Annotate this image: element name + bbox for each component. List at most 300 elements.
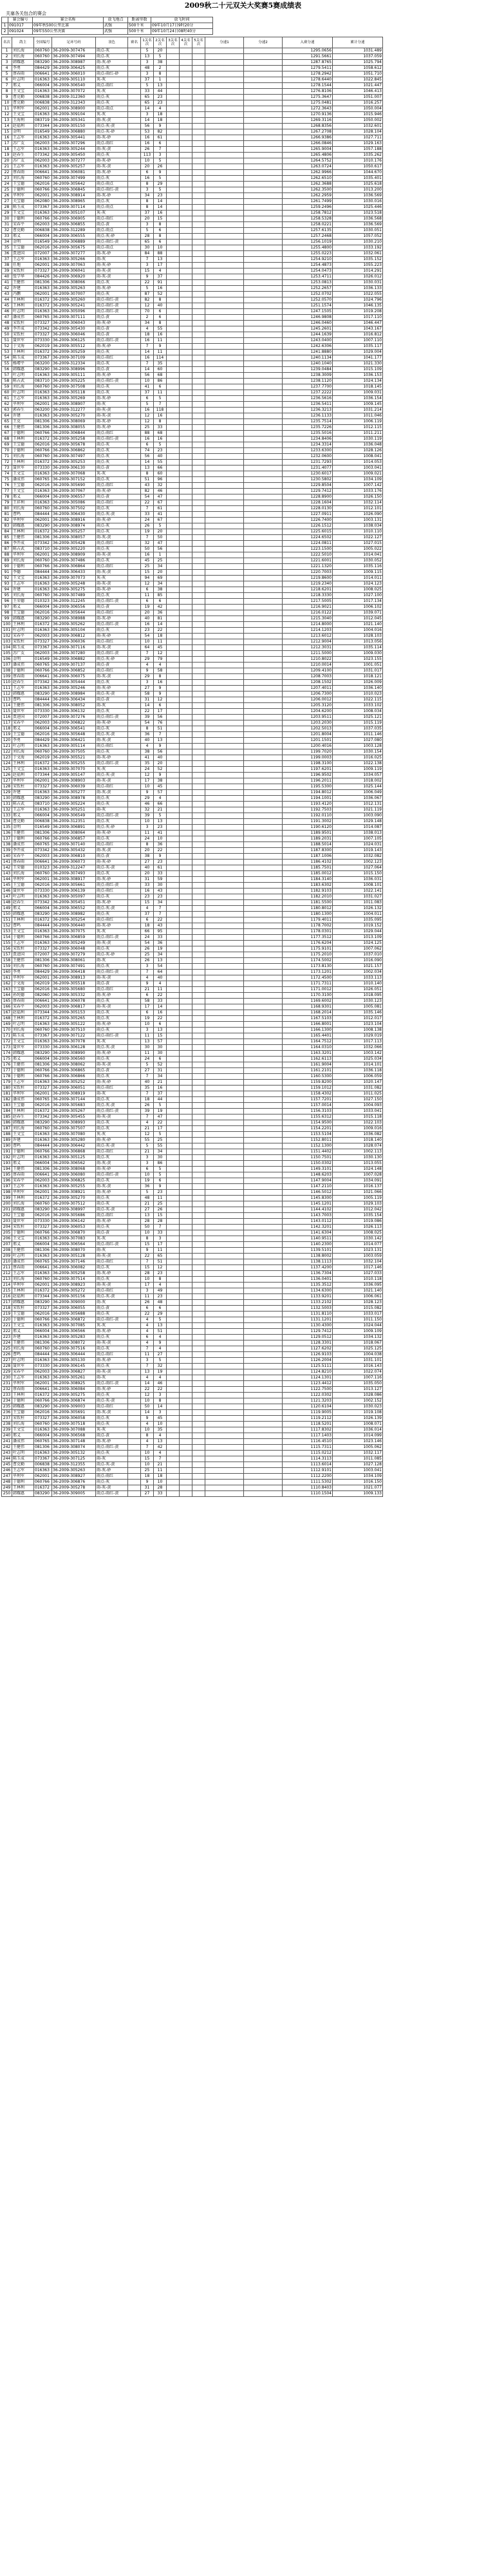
table-cell [244, 634, 283, 639]
table-cell: 1252.0702 [283, 292, 333, 297]
table-cell [205, 680, 244, 686]
table-cell: 邢义 [12, 1057, 34, 1062]
table-cell: 雨-灰-黄 [96, 1283, 128, 1288]
table-cell [167, 663, 180, 668]
table-cell: 58 [141, 691, 154, 697]
table-cell: 132 [2, 807, 12, 813]
table-cell: 4 [141, 1317, 154, 1323]
table-cell: 苏广友 [12, 141, 34, 147]
table-cell [167, 384, 180, 390]
table-cell: 4 [154, 796, 167, 802]
table-cell: 5 [154, 523, 167, 529]
table-cell: 1009.021 [333, 471, 383, 477]
table-row [2, 431, 383, 437]
table-cell [205, 1062, 244, 1068]
table-cell: 1023.131 [333, 1248, 383, 1254]
table-cell: 227 [2, 1358, 12, 1364]
table-cell: 39 [141, 813, 154, 819]
table-row [2, 1091, 383, 1097]
table-cell: 1009.119 [333, 767, 383, 773]
table-row [2, 1265, 383, 1271]
table-cell: 1035.095 [333, 917, 383, 923]
table-cell: 毕利军 [12, 1381, 34, 1387]
table-cell [167, 1201, 180, 1207]
table-cell [167, 610, 180, 616]
table-cell: 36-2009-308921 [52, 1190, 96, 1196]
table-cell: 072007 [34, 952, 52, 958]
table-cell: 王文宝 [12, 576, 34, 581]
table-cell: 1029.044 [333, 929, 383, 935]
table-cell: 宋春平 [12, 854, 34, 860]
table-cell [128, 1248, 141, 1254]
table-cell: 36-2009-307497 [52, 454, 96, 460]
table-cell [180, 471, 192, 477]
table-cell: 67 [154, 518, 167, 523]
results-header-cell: 羽色 [96, 37, 128, 48]
table-cell [192, 773, 205, 778]
table-cell: 1021.140 [333, 1288, 383, 1294]
table-cell: 64 [141, 645, 154, 651]
table-cell [244, 60, 283, 66]
table-cell: 36-2009-306872 [52, 1317, 96, 1323]
table-cell [180, 883, 192, 888]
table-cell [192, 1207, 205, 1213]
table-cell [244, 854, 283, 860]
table-cell: 221 [2, 1323, 12, 1329]
table-cell [180, 100, 192, 106]
table-cell [244, 315, 283, 321]
table-cell: 王志军 [12, 135, 34, 141]
table-cell: 36-2009-306852 [52, 668, 96, 674]
table-cell [244, 651, 283, 657]
table-cell: 1112.2200 [283, 1474, 333, 1480]
table-cell [244, 448, 283, 454]
table-cell: 27 [141, 860, 154, 865]
table-cell: 1128.3301 [283, 1340, 333, 1346]
table-cell: 王文宝 [12, 471, 34, 477]
table-cell [180, 523, 192, 529]
table-row [2, 89, 383, 95]
table-cell [192, 686, 205, 691]
table-cell: 14 [141, 1410, 154, 1416]
table-cell: 1185.0012 [283, 871, 333, 877]
table-cell: 34 [141, 193, 154, 199]
table-cell [167, 1427, 180, 1433]
table-cell: 16 [154, 1010, 167, 1016]
table-cell [205, 118, 244, 124]
table-cell: 9 [141, 1248, 154, 1254]
table-cell [205, 877, 244, 883]
table-cell: 1014.101 [333, 1062, 383, 1068]
table-cell: 曹鸣 [12, 1143, 34, 1149]
table-cell [244, 952, 283, 958]
table-cell [244, 182, 283, 187]
table-cell: 4 [154, 1375, 167, 1381]
table-cell [244, 280, 283, 286]
table-row [2, 367, 383, 373]
table-cell: 74 [2, 471, 12, 477]
table-cell [180, 1010, 192, 1016]
table-row [2, 1086, 383, 1091]
table-cell [167, 842, 180, 848]
table-cell [192, 1410, 205, 1416]
table-cell [192, 274, 205, 280]
table-cell: 55 [154, 1143, 167, 1149]
table-cell: 062016 [34, 245, 52, 251]
table-cell [167, 813, 180, 819]
table-cell: 雨点-雨红-砂 [96, 71, 128, 77]
table-cell [244, 1398, 283, 1404]
table-cell: 3 [141, 187, 154, 193]
table-cell [205, 268, 244, 274]
table-cell [205, 489, 244, 494]
table-cell: 75 [2, 477, 12, 483]
table-cell: 雨点-灰 [96, 1422, 128, 1427]
table-cell: 016372 [34, 529, 52, 535]
table-cell: 084444 [34, 923, 52, 929]
table-cell [192, 651, 205, 657]
table-cell [180, 54, 192, 60]
table-cell [244, 831, 283, 836]
table-cell: 66 [154, 465, 167, 471]
table-cell [192, 1022, 205, 1028]
table-cell [128, 1427, 141, 1433]
table-cell [205, 773, 244, 778]
table-row [2, 297, 383, 303]
table-cell: 79 [154, 657, 167, 663]
table-cell: 郭春生 [12, 408, 34, 413]
table-cell: 9 [141, 1416, 154, 1422]
table-cell: 1156.3103 [283, 1109, 333, 1114]
table-cell: 083290 [34, 912, 52, 917]
table-cell [244, 523, 283, 529]
table-cell: 58 [154, 668, 167, 674]
table-cell [192, 993, 205, 999]
table-cell: 1026.012 [333, 274, 383, 280]
table-cell: 刘长海 [12, 1126, 34, 1132]
table-cell [205, 744, 244, 749]
table-cell: 016363 [34, 1184, 52, 1190]
table-row [2, 651, 383, 657]
table-cell: 9 [141, 274, 154, 280]
table-cell: 潘成伟 [12, 477, 34, 483]
table-cell: 1190.6120 [283, 825, 333, 831]
table-cell [192, 297, 205, 303]
table-cell: 宋钦柱 [12, 321, 34, 326]
table-cell: 52 [154, 1062, 167, 1068]
table-cell [192, 390, 205, 396]
table-cell: 084429 [34, 66, 52, 71]
table-cell: 韩耀惠 [12, 1300, 34, 1306]
table-cell: 1012.017 [333, 1016, 383, 1022]
table-cell: 13 [141, 54, 154, 60]
table-cell [128, 442, 141, 448]
table-cell: 1017.146 [333, 1265, 383, 1271]
table-row [2, 54, 383, 60]
table-cell: 36-2009-307510 [52, 1028, 96, 1033]
table-cell [180, 865, 192, 871]
table-cell: 016372 [34, 917, 52, 923]
table-cell [180, 1445, 192, 1451]
table-cell: 1051.710 [333, 71, 383, 77]
table-cell: 雨点-雨红 [96, 1259, 128, 1265]
table-cell: 073367 [34, 205, 52, 211]
table-cell: 36-2009-307146 [52, 1259, 96, 1265]
table-cell: 4 [141, 1422, 154, 1427]
results-header-cell: 5关名次 [192, 37, 205, 48]
table-cell: 1150.0302 [283, 1161, 333, 1167]
table-cell: 1146.5012 [283, 1190, 333, 1196]
table-cell: 3 [141, 60, 154, 66]
table-cell: 20 [154, 48, 167, 54]
table-cell [180, 732, 192, 738]
table-cell: 17 [141, 1283, 154, 1288]
table-cell: 王文宝 [12, 112, 34, 118]
table-cell [244, 871, 283, 877]
table-cell [180, 1143, 192, 1149]
table-cell [128, 865, 141, 871]
table-cell: 雨-灰 [96, 1300, 128, 1306]
table-cell: 20 [141, 610, 154, 616]
table-cell: 36-2009-305086 [52, 500, 96, 506]
table-cell [180, 1404, 192, 1410]
table-cell: 4 [154, 1335, 167, 1340]
table-cell: 36-2009-307508 [52, 384, 96, 390]
table-cell: 29 [141, 657, 154, 663]
table-cell [167, 761, 180, 767]
table-cell: 1021.330 [333, 361, 383, 367]
table-cell: 28 [141, 1271, 154, 1277]
race-cell: 09年10月17日9时20分 [151, 23, 213, 29]
table-cell: 6 [154, 384, 167, 390]
table-cell: 40 [141, 616, 154, 622]
table-cell: 1022.115 [333, 697, 383, 703]
table-cell: 8 [141, 182, 154, 187]
table-cell: 1144.4102 [283, 1207, 333, 1213]
table-cell: 1228.0130 [283, 506, 333, 512]
table-row [2, 917, 383, 923]
table-cell: 毕利军 [12, 778, 34, 784]
table-row [2, 361, 383, 367]
table-cell: 016549 [34, 657, 52, 663]
table-cell: 1043.167 [333, 326, 383, 332]
table-cell: 060766 [34, 1480, 52, 1485]
table-cell: 1224.6502 [283, 535, 333, 541]
table-cell: 51 [154, 726, 167, 732]
table-cell [205, 158, 244, 164]
table-cell: 31 [2, 222, 12, 228]
table-cell: 199 [2, 1196, 12, 1201]
table-cell: 23 [154, 1294, 167, 1300]
table-cell: 52 [2, 344, 12, 350]
table-cell [128, 1022, 141, 1028]
table-cell [244, 715, 283, 720]
table-cell: 166 [2, 1004, 12, 1010]
table-cell [244, 1346, 283, 1352]
table-cell: 雨点-灰-黄 [96, 732, 128, 738]
table-cell: 006641 [34, 1387, 52, 1393]
table-cell [167, 912, 180, 917]
table-cell: 1236.1133 [283, 413, 333, 419]
table-cell: 1164.0310 [283, 1045, 333, 1051]
table-cell [192, 616, 205, 622]
table-cell [244, 1393, 283, 1398]
table-cell: 1035.154 [333, 1213, 383, 1219]
table-cell: 10 [154, 836, 167, 842]
table-cell: 36-2009-307514 [52, 1277, 96, 1283]
table-cell [167, 964, 180, 970]
table-cell: 1018.121 [333, 674, 383, 680]
table-cell: 雨-灰-黄 [96, 552, 128, 558]
table-cell [205, 471, 244, 477]
table-cell [244, 813, 283, 819]
table-cell [192, 384, 205, 390]
table-cell [167, 639, 180, 645]
table-cell: 1189.2031 [283, 836, 333, 842]
table-row [2, 251, 383, 257]
table-cell [244, 153, 283, 158]
table-cell: 20 [141, 871, 154, 877]
table-cell: 36-2009-306552 [52, 906, 96, 912]
table-cell: 雨点-黄 [96, 663, 128, 668]
table-cell: 6 [154, 1057, 167, 1062]
table-cell: 242 [2, 1445, 12, 1451]
table-cell: 雨点-灰 [96, 1016, 128, 1022]
table-cell [192, 1306, 205, 1312]
table-cell: 1214.8000 [283, 622, 333, 628]
table-cell [244, 1242, 283, 1248]
table-cell [192, 118, 205, 124]
table-cell: 9 [154, 344, 167, 350]
table-cell: 37 [2, 257, 12, 263]
table-cell: 雨-灰-砂 [96, 923, 128, 929]
table-cell [128, 460, 141, 465]
table-cell: 016363 [34, 587, 52, 593]
table-cell: 雨-灰-砂 [96, 831, 128, 836]
table-cell: 50 [154, 535, 167, 541]
table-cell [192, 1393, 205, 1398]
table-cell [244, 663, 283, 668]
table-cell: 016363 [34, 112, 52, 118]
table-cell: 76 [2, 483, 12, 489]
table-cell [128, 1167, 141, 1172]
table-cell: 36-2009-306827 [52, 1369, 96, 1375]
table-cell: 蔡春雨 [12, 674, 34, 680]
table-cell: 198 [2, 1190, 12, 1196]
table-cell: 赵春生 [12, 680, 34, 686]
table-cell [205, 523, 244, 529]
table-cell: 36-2009-305225 [52, 379, 96, 384]
table-row [2, 176, 383, 182]
table-cell: 王志军 [12, 941, 34, 946]
table-cell [205, 483, 244, 489]
table-cell: 1028.086 [333, 1393, 383, 1398]
table-cell: 1024.044 [333, 1323, 383, 1329]
table-row [2, 326, 383, 332]
table-cell: 雨-灰-砂 [96, 1439, 128, 1445]
table-cell: 王林利 [12, 350, 34, 355]
table-cell [167, 274, 180, 280]
table-row [2, 634, 383, 639]
table-cell [244, 581, 283, 587]
table-cell [128, 390, 141, 396]
table-cell: 1219.2340 [283, 581, 333, 587]
table-cell: 136 [2, 831, 12, 836]
table-cell: 27 [2, 199, 12, 205]
table-cell: 25 [141, 564, 154, 570]
table-cell [128, 1485, 141, 1491]
table-cell [192, 344, 205, 350]
table-cell [180, 1114, 192, 1120]
table-cell: 雨-灰-黄 [96, 1485, 128, 1491]
table-cell: 083710 [34, 802, 52, 807]
table-cell [244, 697, 283, 703]
table-cell: 1021.157 [333, 964, 383, 970]
table-cell: 36-2009-305258 [52, 1271, 96, 1277]
table-cell [180, 396, 192, 402]
table-cell: 1114.3113 [283, 1456, 333, 1462]
table-row [2, 118, 383, 124]
table-cell: 雨点-黄 [96, 465, 128, 471]
table-cell: 9 [2, 95, 12, 100]
table-cell [128, 1225, 141, 1230]
table-cell: 王健伟 [12, 425, 34, 431]
table-cell: 王健伟 [12, 280, 34, 286]
table-cell: 16 [141, 176, 154, 182]
table-row [2, 680, 383, 686]
table-cell [192, 1196, 205, 1201]
table-cell: 1264.5752 [283, 158, 333, 164]
table-cell [205, 187, 244, 193]
table-cell [167, 465, 180, 471]
table-cell: 23 [154, 825, 167, 831]
table-cell: 1006.049 [333, 790, 383, 796]
table-cell: 雨点-灰 [96, 176, 128, 182]
table-cell [180, 1433, 192, 1439]
table-cell: 36-2009-307505 [52, 749, 96, 755]
table-row [2, 1126, 383, 1132]
table-cell: 56 [141, 124, 154, 129]
table-cell: 王健伟 [12, 1062, 34, 1068]
table-cell: 006641 [34, 1265, 52, 1271]
table-cell: 16 [141, 355, 154, 361]
table-cell [192, 946, 205, 952]
table-cell [244, 483, 283, 489]
table-cell: 雨-灰-黄 [96, 1062, 128, 1068]
table-cell [180, 182, 192, 187]
table-cell: 14 [141, 1381, 154, 1387]
table-cell [167, 1445, 180, 1451]
table-cell: 1007.062 [333, 946, 383, 952]
table-cell [180, 860, 192, 865]
table-cell [180, 1259, 192, 1265]
table-cell [205, 425, 244, 431]
table-cell [244, 48, 283, 54]
table-cell: 潘成伟 [12, 1097, 34, 1103]
table-cell: 3 [154, 153, 167, 158]
table-cell: 073367 [34, 645, 52, 651]
table-cell [128, 245, 141, 251]
table-cell: 250 [2, 1491, 12, 1497]
table-row [2, 1369, 383, 1375]
table-cell: 许建 [12, 286, 34, 292]
table-cell: 56 [141, 454, 154, 460]
table-cell: 灰-灰 [96, 1427, 128, 1433]
table-cell: 雨点-灰 [96, 1074, 128, 1080]
table-cell [167, 668, 180, 674]
table-cell [128, 425, 141, 431]
table-cell [244, 118, 283, 124]
